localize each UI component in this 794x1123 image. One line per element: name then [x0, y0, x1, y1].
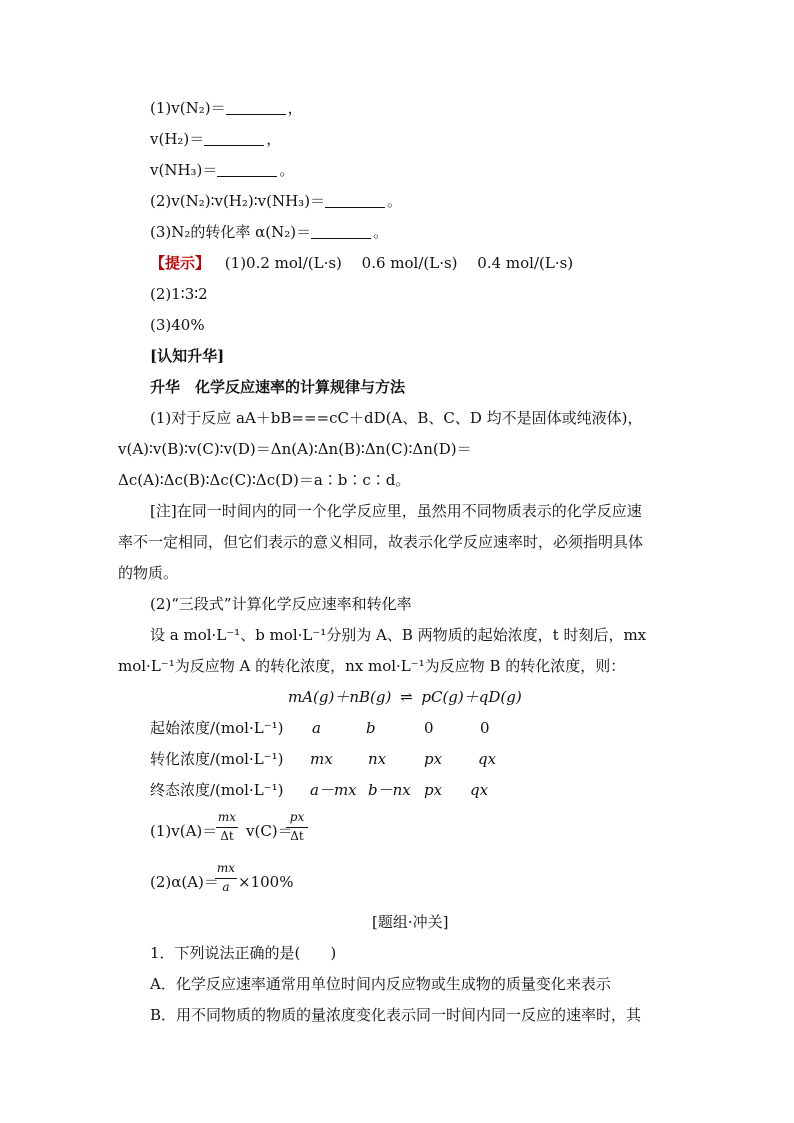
- table-cell: 0: [480, 719, 490, 737]
- answer-blank: [204, 131, 264, 146]
- option-b: B．用不同物质的物质的量浓度变化表示同一时间内同一反应的速率时，其: [150, 1006, 642, 1024]
- table-cell: px: [424, 781, 443, 799]
- fraction-bar: [286, 827, 308, 828]
- note-line-3: 的物质。: [118, 564, 179, 582]
- question-text: (3)N₂的转化率 α(N₂)＝: [150, 223, 312, 241]
- table-cell: mx: [310, 750, 333, 768]
- hint-label: 【提示】: [150, 254, 211, 272]
- method-line-2: mol·L⁻¹为反应物 A 的转化浓度，nx mol·L⁻¹为反应物 B 的转化浓度，则：: [118, 657, 626, 675]
- reaction-equation: mA(g)＋nB(g) ⇌ pC(g)＋qD(g): [288, 688, 522, 706]
- hint-answer-3: (3)40%: [150, 316, 205, 334]
- fraction-bar: [216, 827, 238, 828]
- fraction-numerator: px: [289, 810, 305, 824]
- table-cell: qx: [478, 750, 497, 768]
- method-heading: (2)“三段式”计算化学反应速率和转化率: [150, 595, 412, 613]
- question-text: (2)v(N₂)∶v(H₂)∶v(NH₃)＝: [150, 192, 326, 210]
- fraction-numerator: mx: [216, 861, 236, 875]
- table-cell: qx: [470, 781, 489, 799]
- answer-blank: [311, 224, 371, 239]
- table-row-label: 起始浓度/(mol·L⁻¹): [150, 719, 284, 737]
- answer-blank: [217, 162, 277, 177]
- fraction-denominator: Δt: [290, 829, 304, 843]
- fraction-denominator: Δt: [220, 829, 234, 843]
- table-cell: nx: [368, 750, 387, 768]
- question-line-5: (3)N₂的转化率 α(N₂)＝ 。: [150, 223, 389, 241]
- fraction-bar: [215, 878, 237, 879]
- table-cell: px: [424, 750, 443, 768]
- question-text: (1)v(N₂)＝: [150, 99, 226, 117]
- table-cell: 0: [424, 719, 434, 737]
- hint-answer-2: (2)1∶3∶2: [150, 285, 208, 303]
- formula-prefix: (2)α(A)＝: [150, 873, 219, 891]
- section-title: [认知升华]: [150, 347, 225, 365]
- option-a: A．化学反应速率通常用单位时间内反应物或生成物的质量变化来表示: [150, 975, 611, 993]
- question-line-1: (1)v(N₂)＝ ，: [150, 99, 303, 117]
- hint-answer-1: (1)0.2 mol/(L·s) 0.6 mol/(L·s) 0.4 mol/(L·s): [224, 254, 574, 272]
- hint-line: [150, 253, 573, 273]
- section-subtitle: 升华 化学反应速率的计算规律与方法: [150, 378, 406, 396]
- formula-middle: v(C)＝: [246, 822, 293, 840]
- table-row-label: 终态浓度/(mol·L⁻¹): [150, 781, 284, 799]
- question-line-4: (2)v(N₂)∶v(H₂)∶v(NH₃)＝ 。: [150, 192, 403, 210]
- question-line-2: v(H₂)＝ ，: [150, 130, 282, 148]
- formula-suffix: ×100%: [238, 873, 294, 891]
- question-text: v(NH₃)＝: [150, 161, 218, 179]
- question-text: v(H₂)＝: [150, 130, 205, 148]
- table-row-label: 转化浓度/(mol·L⁻¹): [150, 750, 284, 768]
- table-cell: b: [366, 719, 376, 737]
- formula-prefix: (1)v(A)＝: [150, 822, 218, 840]
- method-line-1: 设 a mol·L⁻¹、b mol·L⁻¹分别为 A、B 两物质的起始浓度，t 时刻后，mx: [150, 626, 647, 644]
- note-line-1: [注]在同一时间内的同一个化学反应里，虽然用不同物质表示的化学反应速: [150, 502, 642, 520]
- answer-blank: [325, 193, 385, 208]
- note-line-2: 率不一定相同，但它们表示的意义相同，故表示化学反应速率时，必须指明具体: [118, 533, 644, 551]
- rule-paragraph-1c: Δc(A)∶Δc(B)∶Δc(C)∶Δc(D)＝a∶b∶c∶d。: [118, 471, 411, 489]
- practice-question-1: 1．下列说法正确的是( ): [150, 944, 337, 962]
- rule-paragraph-1: (1)对于反应 aA＋bB===cC＋dD(A、B、C、D 均不是固体或纯液体)，: [150, 409, 643, 427]
- fraction-denominator: a: [222, 880, 230, 894]
- answer-blank: [226, 100, 286, 115]
- rule-paragraph-1b: v(A)∶v(B)∶v(C)∶v(D)＝Δn(A)∶Δn(B)∶Δn(C)∶Δn(D)＝: [118, 440, 472, 458]
- table-cell: b－nx: [368, 781, 411, 799]
- practice-title: [题组·冲关]: [372, 913, 449, 931]
- table-cell: a－mx: [310, 781, 357, 799]
- equilibrium-arrow-icon: ⇌: [400, 688, 413, 706]
- question-line-3: v(NH₃)＝ 。: [150, 161, 295, 179]
- table-cell: a: [312, 719, 321, 737]
- fraction-numerator: mx: [217, 810, 237, 824]
